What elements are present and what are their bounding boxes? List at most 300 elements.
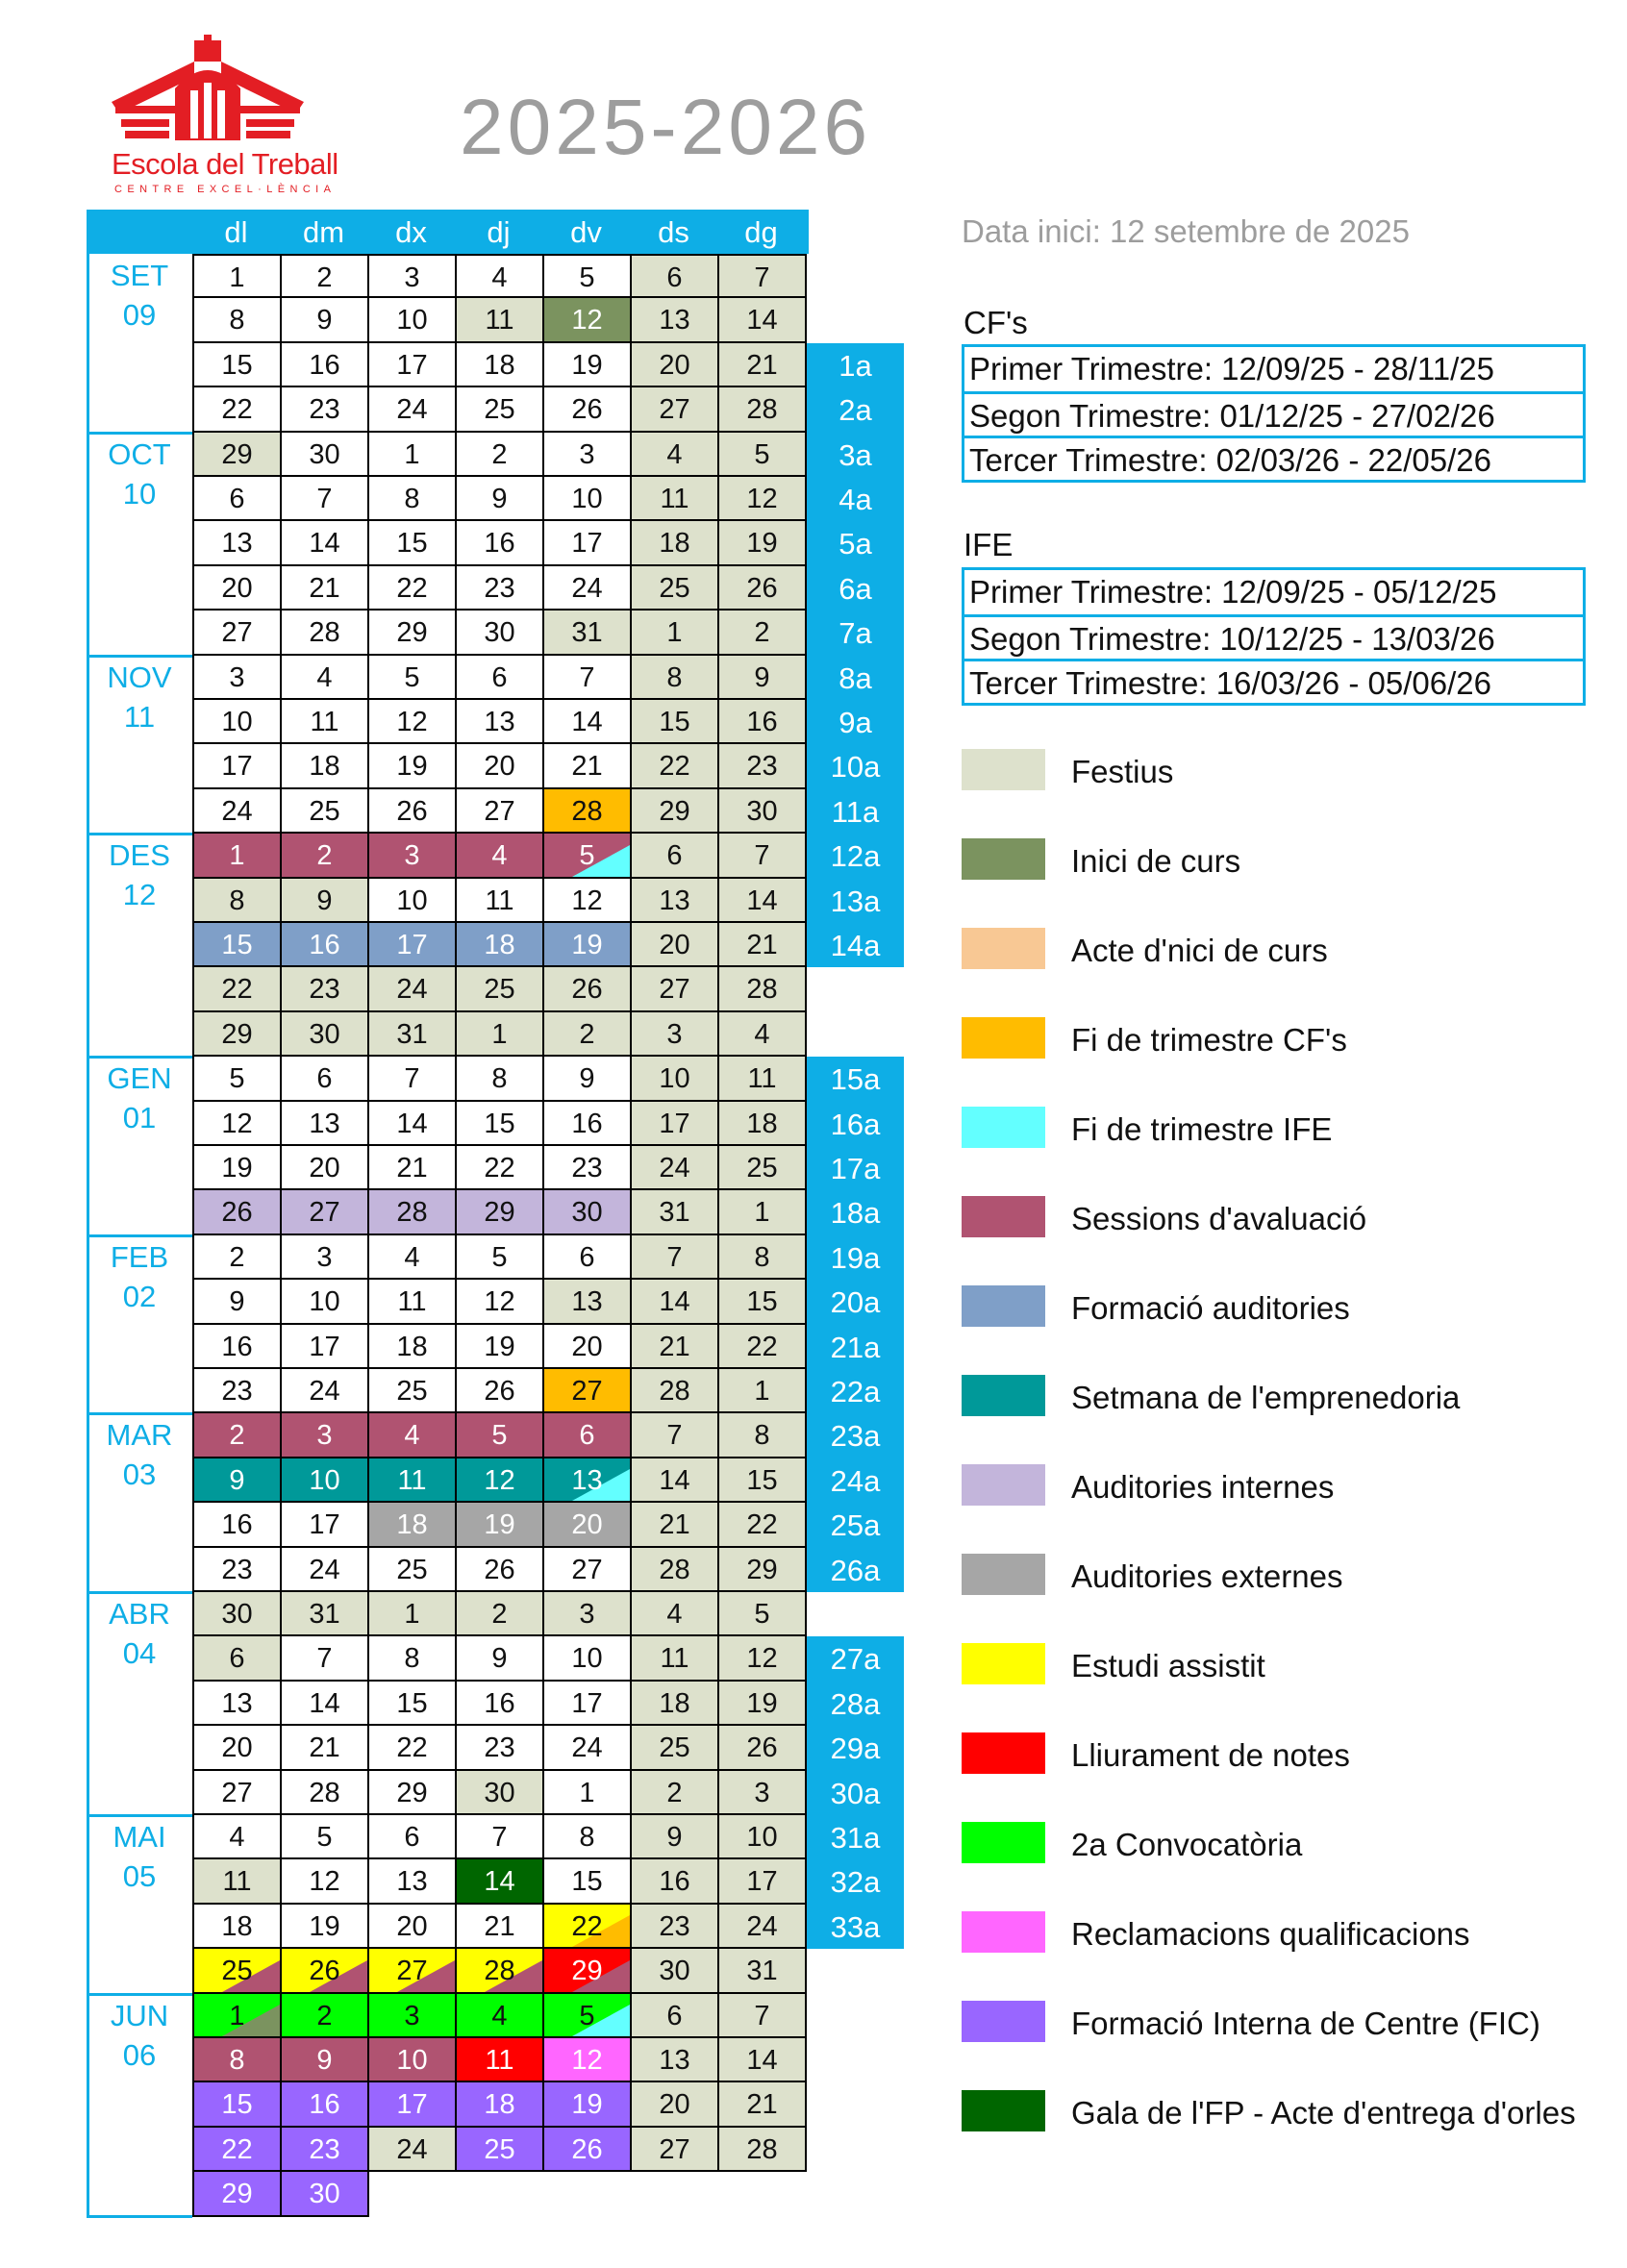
legend-swatch-convoc — [962, 1822, 1045, 1863]
legend-swatch-auditories — [962, 1285, 1045, 1327]
calendar-day — [194, 923, 282, 967]
day-number: 19 — [571, 2089, 603, 2121]
calendar-day — [719, 1146, 807, 1190]
month-label — [87, 1817, 192, 1896]
legend-swatch-internes — [962, 1464, 1045, 1506]
calendar-day — [632, 1548, 719, 1592]
day-number: 13 — [396, 1866, 428, 1898]
day-number: 22 — [221, 974, 253, 1006]
day-number: 5 — [754, 1599, 770, 1630]
day-number: 14 — [484, 1866, 515, 1898]
day-number: 17 — [396, 349, 428, 381]
calendar-day — [719, 1280, 807, 1324]
calendar-day — [194, 1325, 282, 1369]
start-date: Data inici: 12 setembre de 2025 — [962, 213, 1410, 249]
calendar-day — [369, 1235, 457, 1280]
month-label — [87, 256, 192, 335]
day-number: 15 — [221, 349, 253, 381]
calendar-day — [282, 298, 369, 342]
calendar-day — [632, 566, 719, 611]
day-number: 7 — [754, 840, 770, 872]
week-number: 29a — [807, 1726, 904, 1770]
day-number: 12 — [571, 2045, 603, 2076]
day-number: 21 — [396, 1153, 428, 1184]
calendar-day — [369, 387, 457, 432]
calendar-day — [719, 1012, 807, 1057]
calendar-day — [632, 656, 719, 700]
cfs-trimester-3: Tercer Trimestre: 02/03/26 - 22/05/26 — [964, 436, 1583, 480]
calendar-day — [719, 923, 807, 967]
day-number: 4 — [754, 1018, 770, 1050]
calendar-day — [282, 923, 369, 967]
calendar-day — [544, 1636, 632, 1681]
day-number: 1 — [404, 438, 420, 470]
day-number: 9 — [666, 1822, 683, 1853]
calendar-day — [544, 1012, 632, 1057]
day-number: 23 — [484, 1732, 515, 1764]
day-number: 23 — [309, 974, 340, 1006]
day-number: 14 — [746, 885, 778, 916]
calendar-day — [194, 256, 282, 298]
week-number: 10a — [807, 744, 904, 788]
calendar-day — [194, 834, 282, 878]
day-number: 10 — [221, 707, 253, 737]
day-number: 18 — [746, 1108, 778, 1139]
day-number: 4 — [491, 262, 508, 293]
day-number: 1 — [754, 1197, 770, 1229]
day-number: 26 — [484, 1376, 515, 1407]
calendar-day — [369, 1369, 457, 1413]
day-number: 20 — [571, 1331, 603, 1362]
day-number: 16 — [309, 930, 340, 960]
legend-swatch-fic — [962, 2001, 1045, 2042]
calendar-day — [282, 789, 369, 834]
day-number: 24 — [309, 1376, 340, 1407]
calendar-day — [282, 2038, 369, 2082]
calendar-day — [369, 744, 457, 788]
day-number: 10 — [309, 1464, 340, 1496]
calendar-day — [544, 298, 632, 342]
calendar-day — [194, 2038, 282, 2082]
week-number: 18a — [807, 1190, 904, 1234]
calendar-day — [632, 1905, 719, 1949]
calendar-day — [457, 879, 544, 923]
day-number: 11 — [485, 2045, 514, 2076]
day-number: 17 — [396, 2089, 428, 2121]
week-number: 6a — [807, 566, 904, 611]
calendar-day — [632, 433, 719, 477]
legend-swatch-externes — [962, 1554, 1045, 1595]
calendar-day — [719, 656, 807, 700]
week-number: 4a — [807, 477, 904, 521]
day-number: 12 — [746, 484, 778, 514]
day-number: 19 — [396, 751, 428, 783]
day-number: 2 — [316, 840, 333, 872]
day-number: 23 — [484, 572, 515, 604]
day-number: 12 — [484, 1286, 515, 1318]
calendar-day — [282, 1369, 369, 1413]
calendar-day — [194, 789, 282, 834]
day-number: 21 — [746, 2089, 778, 2121]
calendar-day — [194, 2128, 282, 2172]
calendar-day — [632, 256, 719, 298]
day-number: 23 — [746, 751, 778, 783]
calendar-day — [282, 433, 369, 477]
day-number: 26 — [484, 1554, 515, 1585]
calendar-day — [632, 1369, 719, 1413]
month-separator — [87, 833, 192, 835]
calendar-day — [369, 1771, 457, 1815]
calendar-day — [632, 789, 719, 834]
month-number: 06 — [122, 2037, 157, 2072]
calendar-day — [544, 1503, 632, 1547]
day-number: 9 — [316, 2045, 333, 2076]
day-number: 22 — [746, 1509, 778, 1541]
calendar-day — [194, 1102, 282, 1146]
legend-item — [962, 2001, 1625, 2047]
calendar-day — [282, 1057, 369, 1101]
calendar-day — [282, 2082, 369, 2127]
day-number: 2 — [229, 1420, 245, 1452]
calendar-day — [282, 387, 369, 432]
day-number: 28 — [659, 1554, 690, 1585]
calendar-day — [544, 834, 632, 878]
day-number: 17 — [746, 1866, 778, 1898]
day-number: 15 — [746, 1286, 778, 1318]
day-number: 22 — [396, 572, 428, 604]
day-number: 5 — [579, 2000, 595, 2031]
calendar-day — [282, 1994, 369, 2038]
day-number: 9 — [229, 1286, 245, 1318]
calendar-day — [719, 967, 807, 1011]
calendar-day — [544, 1325, 632, 1369]
month-label — [87, 835, 192, 914]
day-number: 6 — [579, 1420, 595, 1452]
calendar-day — [369, 1859, 457, 1904]
calendar-day — [457, 2038, 544, 2082]
calendar-day — [369, 566, 457, 611]
legend-swatch-estudi — [962, 1643, 1045, 1684]
legend-item — [962, 928, 1625, 974]
ife-trimester-3: Tercer Trimestre: 16/03/26 - 05/06/26 — [964, 659, 1583, 703]
calendar-day — [457, 1413, 544, 1458]
calendar-day — [632, 1235, 719, 1280]
calendar-day — [719, 1592, 807, 1636]
day-number: 17 — [221, 751, 253, 783]
day-number: 20 — [659, 349, 690, 381]
month-name: ABR — [109, 1597, 170, 1631]
day-number: 18 — [484, 2089, 515, 2121]
day-number: 6 — [404, 1822, 420, 1853]
calendar-day — [632, 1636, 719, 1681]
week-number: 11a — [807, 789, 904, 834]
month-label — [87, 1059, 192, 1137]
day-number: 16 — [309, 349, 340, 381]
calendar-day — [544, 1771, 632, 1815]
calendar-day — [719, 1458, 807, 1503]
calendar-day — [719, 834, 807, 878]
calendar-day — [282, 343, 369, 387]
calendar-day — [194, 1726, 282, 1770]
day-number: 14 — [309, 1687, 340, 1719]
calendar-day — [457, 1458, 544, 1503]
day-number: 28 — [571, 795, 603, 827]
calendar-day — [719, 879, 807, 923]
day-number: 24 — [396, 2133, 428, 2165]
calendar-day — [457, 834, 544, 878]
legend-label: Lliurament de notes — [1071, 1737, 1350, 1773]
day-number: 10 — [746, 1822, 778, 1853]
legend-label: Formació Interna de Centre (FIC) — [1071, 2006, 1540, 2041]
day-number: 24 — [309, 1554, 340, 1585]
calendar-day — [282, 1636, 369, 1681]
day-number: 7 — [754, 262, 770, 293]
week-number: 16a — [807, 1102, 904, 1146]
day-header-dm: dm — [302, 215, 345, 249]
calendar-day — [632, 298, 719, 342]
day-number: 13 — [221, 1687, 253, 1719]
calendar-day — [369, 1726, 457, 1770]
month-number: 03 — [122, 1458, 157, 1492]
calendar-day — [369, 1413, 457, 1458]
day-number: 5 — [229, 1063, 245, 1095]
day-number: 4 — [316, 661, 333, 693]
week-number: 24a — [807, 1458, 904, 1503]
calendar-day — [544, 1369, 632, 1413]
day-number: 14 — [659, 1286, 690, 1318]
day-number: 28 — [309, 1777, 340, 1808]
day-number: 7 — [491, 1822, 508, 1853]
legend-swatch-inici — [962, 838, 1045, 880]
calendar-day — [282, 700, 369, 744]
calendar-day — [282, 1190, 369, 1234]
calendar-day — [632, 1012, 719, 1057]
day-number: 4 — [404, 1420, 420, 1452]
calendar-day — [632, 1771, 719, 1815]
day-number: 26 — [309, 1956, 340, 1987]
calendar-day — [457, 1771, 544, 1815]
legend-swatch-reclam — [962, 1911, 1045, 1953]
day-number: 4 — [229, 1822, 245, 1853]
calendar-day — [369, 521, 457, 565]
day-number: 30 — [484, 617, 515, 649]
calendar-day — [457, 700, 544, 744]
day-number: 8 — [754, 1241, 770, 1273]
day-number: 24 — [396, 394, 428, 426]
calendar-day — [457, 2082, 544, 2127]
week-number: 7a — [807, 611, 904, 655]
calendar-day — [282, 1280, 369, 1324]
legend-item — [962, 2090, 1625, 2136]
calendar-day — [719, 1503, 807, 1547]
day-number: 13 — [571, 1286, 603, 1318]
calendar-day — [282, 1146, 369, 1190]
day-number: 19 — [571, 930, 603, 960]
calendar-day — [544, 1994, 632, 2038]
day-number: 8 — [579, 1822, 595, 1853]
calendar-day — [282, 256, 369, 298]
day-number: 4 — [666, 438, 683, 470]
calendar-day — [194, 1235, 282, 1280]
day-number: 22 — [571, 1910, 603, 1942]
day-number: 12 — [746, 1643, 778, 1675]
day-number: 11 — [310, 707, 339, 737]
calendar-day — [457, 1682, 544, 1726]
calendar-day — [369, 2082, 457, 2127]
legend-swatch-gala — [962, 2090, 1045, 2131]
legend-swatch-avaluacio — [962, 1196, 1045, 1237]
day-number: 18 — [309, 751, 340, 783]
day-number: 30 — [746, 795, 778, 827]
day-number: 19 — [221, 1153, 253, 1184]
legend-label: Estudi assistit — [1071, 1648, 1265, 1683]
day-number: 6 — [316, 1063, 333, 1095]
day-number: 26 — [746, 1732, 778, 1764]
day-number: 20 — [396, 1910, 428, 1942]
day-number: 11 — [397, 1286, 427, 1318]
month-label — [87, 1415, 192, 1494]
day-number: 31 — [659, 1197, 690, 1229]
calendar-day — [632, 1458, 719, 1503]
calendar-day — [282, 1503, 369, 1547]
calendar-day — [457, 343, 544, 387]
day-number: 31 — [396, 1018, 428, 1050]
day-number: 18 — [659, 528, 690, 560]
calendar-day — [544, 2128, 632, 2172]
calendar-day — [632, 611, 719, 655]
calendar-day — [194, 1949, 282, 1993]
calendar-day — [194, 1905, 282, 1949]
calendar-day — [282, 477, 369, 521]
calendar-day — [369, 1146, 457, 1190]
day-number: 25 — [659, 1732, 690, 1764]
calendar-day — [282, 834, 369, 878]
day-number: 30 — [221, 1599, 253, 1630]
calendar-day — [457, 1057, 544, 1101]
day-number: 3 — [579, 1599, 595, 1630]
calendar-day — [282, 1548, 369, 1592]
building-icon — [112, 35, 304, 142]
calendar-day — [369, 834, 457, 878]
day-number: 25 — [484, 2133, 515, 2165]
calendar-day — [544, 789, 632, 834]
calendar-day — [369, 879, 457, 923]
day-number: 2 — [754, 617, 770, 649]
month-separator — [87, 1412, 192, 1415]
day-number: 2 — [666, 1777, 683, 1808]
day-number: 16 — [659, 1866, 690, 1898]
legend-label: Inici de curs — [1071, 843, 1241, 879]
calendar-day — [457, 967, 544, 1011]
month-name: SET — [110, 259, 169, 292]
day-number: 9 — [316, 305, 333, 336]
day-header-ds: ds — [658, 215, 689, 249]
calendar-day — [719, 1369, 807, 1413]
calendar-day — [544, 1146, 632, 1190]
calendar-day — [719, 1235, 807, 1280]
day-number: 7 — [579, 661, 595, 693]
day-number: 16 — [309, 2089, 340, 2121]
week-number: 32a — [807, 1859, 904, 1904]
day-number: 2 — [316, 2000, 333, 2031]
calendar-day — [457, 1102, 544, 1146]
calendar-day — [282, 744, 369, 788]
day-number: 15 — [659, 707, 690, 737]
day-number: 19 — [484, 1509, 515, 1541]
day-number: 14 — [659, 1464, 690, 1496]
day-number: 7 — [666, 1420, 683, 1452]
legend-item — [962, 838, 1625, 885]
calendar-day — [194, 1146, 282, 1190]
calendar-day — [369, 2128, 457, 2172]
calendar-day — [282, 1815, 369, 1859]
day-number: 1 — [491, 1018, 508, 1050]
calendar-day — [544, 1458, 632, 1503]
calendar-day — [632, 1592, 719, 1636]
day-number: 25 — [484, 974, 515, 1006]
legend-swatch-acte — [962, 928, 1045, 969]
month-number: 05 — [122, 1859, 157, 1893]
month-label — [87, 1996, 192, 2075]
month-number: 12 — [122, 878, 157, 912]
day-number: 6 — [666, 2000, 683, 2031]
calendar-day — [544, 387, 632, 432]
calendar-day — [719, 1190, 807, 1234]
legend-item — [962, 1732, 1625, 1779]
calendar-day — [544, 477, 632, 521]
calendar-day — [369, 1190, 457, 1234]
calendar-day — [544, 2082, 632, 2127]
day-number: 3 — [666, 1018, 683, 1050]
calendar-day — [457, 923, 544, 967]
day-number: 12 — [571, 305, 603, 336]
day-number: 12 — [571, 885, 603, 916]
day-number: 19 — [484, 1331, 515, 1362]
day-number: 25 — [746, 1153, 778, 1184]
calendar-day — [719, 1815, 807, 1859]
day-number: 20 — [221, 572, 253, 604]
legend-item — [962, 1554, 1625, 1600]
calendar-day — [369, 1012, 457, 1057]
legend-label: Setmana de l'emprenedoria — [1071, 1380, 1461, 1415]
day-number: 10 — [396, 305, 428, 336]
calendar-day — [719, 298, 807, 342]
legend-label: Reclamacions qualificacions — [1071, 1916, 1470, 1952]
calendar-day — [194, 1503, 282, 1547]
calendar-day — [369, 1994, 457, 2038]
day-number: 13 — [571, 1464, 603, 1496]
day-number: 15 — [396, 528, 428, 560]
legend-swatch-festius — [962, 749, 1045, 790]
legend-item — [962, 1375, 1625, 1421]
month-separator — [87, 432, 192, 435]
calendar-day — [282, 1458, 369, 1503]
day-number: 6 — [666, 262, 683, 293]
day-number: 29 — [221, 438, 253, 470]
day-number: 17 — [571, 1687, 603, 1719]
calendar-day — [544, 1413, 632, 1458]
calendar-day — [194, 566, 282, 611]
day-number: 9 — [316, 885, 333, 916]
calendar-day — [719, 700, 807, 744]
day-number: 8 — [666, 661, 683, 693]
day-number: 24 — [571, 1732, 603, 1764]
day-number: 30 — [309, 1018, 340, 1050]
calendar-day — [194, 477, 282, 521]
day-number: 27 — [309, 1197, 340, 1229]
day-number: 31 — [746, 1956, 778, 1987]
calendar-day — [719, 1636, 807, 1681]
